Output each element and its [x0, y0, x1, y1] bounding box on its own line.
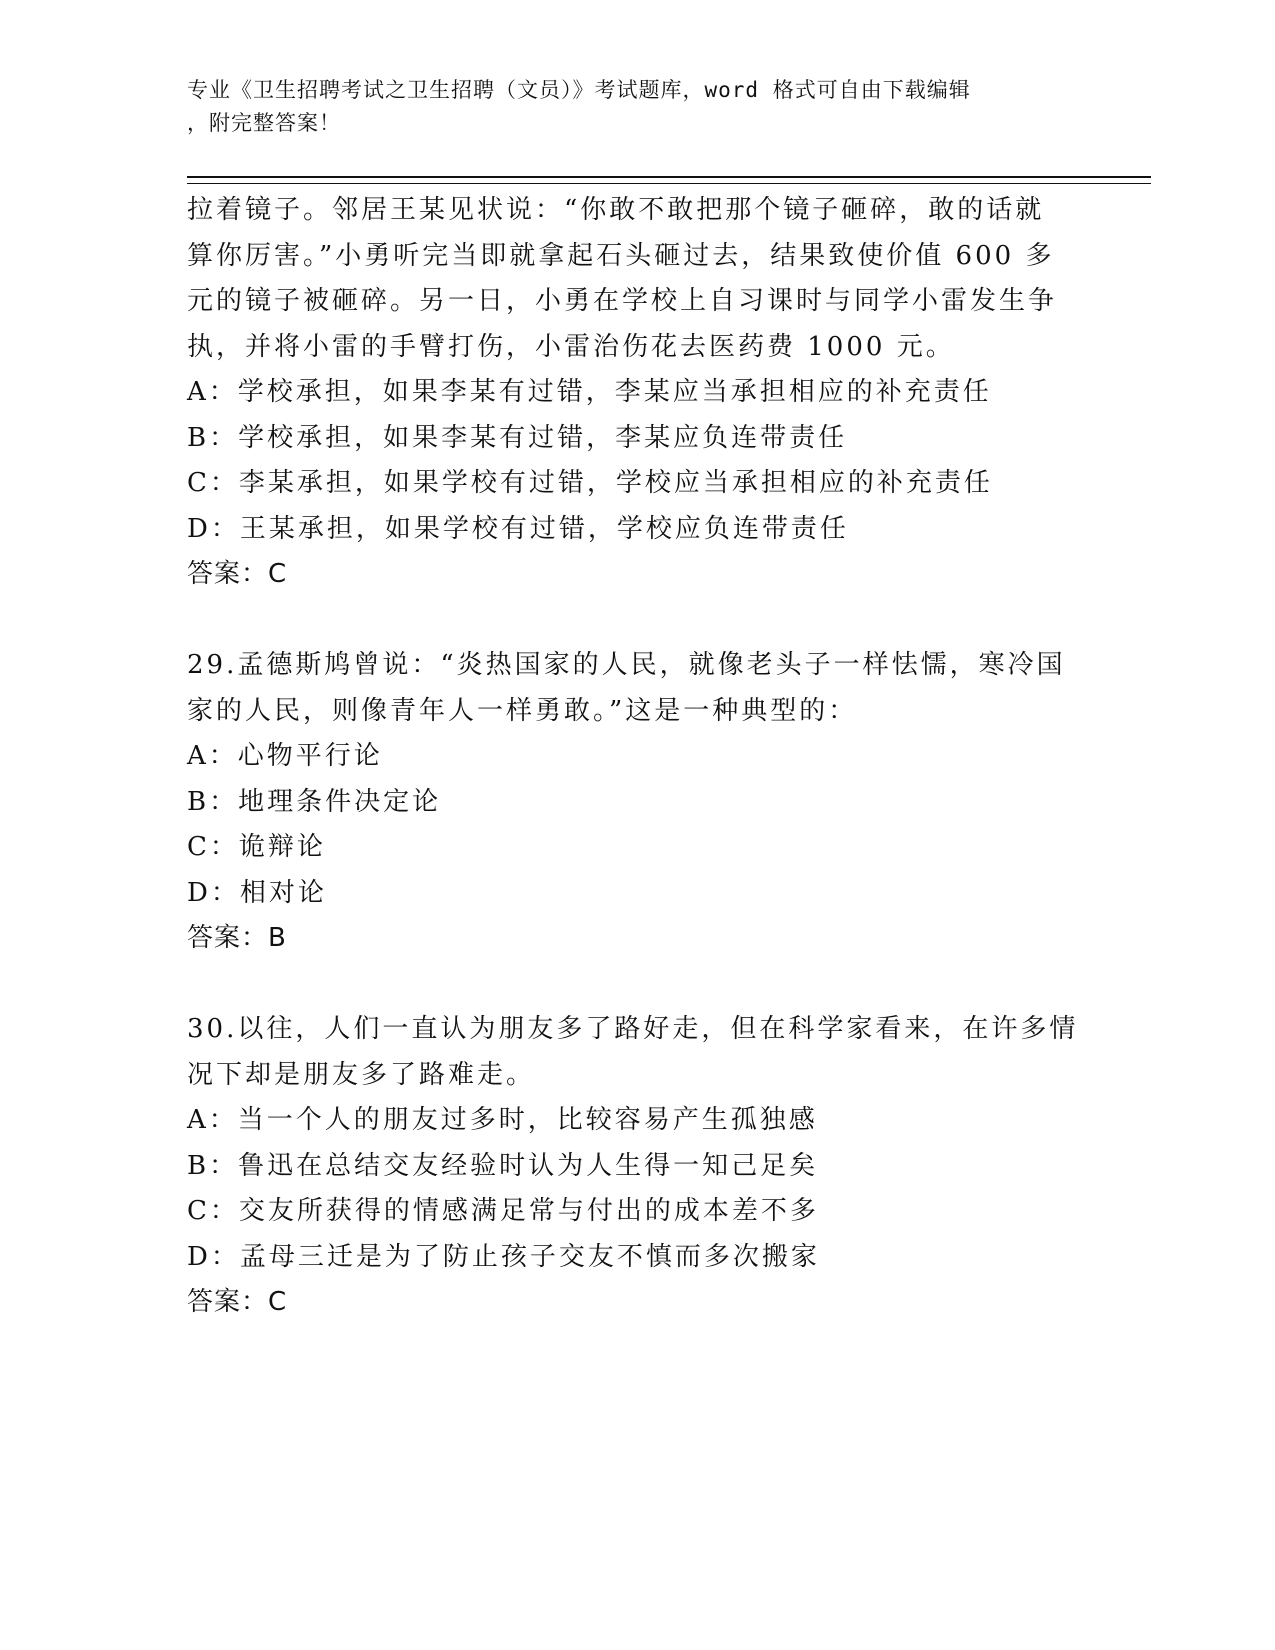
option-b: B：鲁迅在总结交友经验时认为人生得一知己足矣	[187, 1150, 819, 1181]
question-stem-line: 家的人民，则像青年人一样勇敢。”这是一种典型的：	[187, 695, 858, 726]
option-c: C：交友所获得的情感满足常与付出的成本差不多	[187, 1196, 819, 1226]
question-continuation	[187, 188, 1087, 598]
question-spacer	[187, 962, 1087, 1008]
document-header	[187, 74, 1087, 140]
header-line-2: ，附完整答案！	[187, 111, 341, 135]
header-line-1: 专业《卫生招聘考试之卫生招聘（文员）》考试题库，word 格式可自由下载编辑	[187, 78, 971, 102]
option-a: A：心物平行论	[187, 741, 383, 771]
question-stem-line: 算你厉害。”小勇听完当即就拿起石头砸过去，结果致使价值 600 多	[187, 240, 1055, 271]
question-30	[187, 1007, 1087, 1326]
header-rule-thick	[187, 176, 1151, 178]
option-c: C：李某承担，如果学校有过错，学校应当承担相应的补充责任	[187, 468, 993, 498]
answer-line: 答案：B	[187, 923, 287, 953]
question-stem-line: 30.以往，人们一直认为朋友多了路好走，但在科学家看来，在许多情	[187, 1014, 1079, 1044]
answer-line: 答案：C	[187, 1287, 288, 1317]
option-a: A：学校承担，如果李某有过错，李某应当承担相应的补充责任	[187, 377, 992, 407]
option-d: D：王某承担，如果学校有过错，学校应负连带责任	[187, 513, 849, 544]
question-stem-line: 29.孟德斯鸠曾说：“炎热国家的人民，就像老头子一样怯懦，寒冷国	[187, 650, 1066, 680]
question-spacer	[187, 598, 1087, 644]
option-b: B：地理条件决定论	[187, 786, 442, 817]
question-stem-line: 执，并将小雷的手臂打伤，小雷治伤花去医药费 1000 元。	[187, 331, 955, 362]
question-29	[187, 643, 1087, 962]
answer-line: 答案：C	[187, 559, 288, 589]
question-stem-line: 况下却是朋友多了路难走。	[187, 1059, 536, 1090]
option-a: A：当一个人的朋友过多时，比较容易产生孤独感	[187, 1105, 818, 1135]
question-stem-line: 拉着镜子。邻居王某见状说：“你敢不敢把那个镜子砸碎，敢的话就	[187, 195, 1045, 225]
option-d: D：相对论	[187, 877, 327, 908]
question-stem-line: 元的镜子被砸碎。另一日，小勇在学校上自习课时与同学小雷发生争	[187, 286, 1058, 316]
option-d: D：孟母三迁是为了防止孩子交友不慎而多次搬家	[187, 1241, 820, 1272]
question-content	[187, 188, 1087, 1326]
header-rule-thin	[187, 183, 1151, 184]
option-b: B：学校承担，如果李某有过错，李某应负连带责任	[187, 422, 848, 453]
option-c: C：诡辩论	[187, 832, 326, 862]
